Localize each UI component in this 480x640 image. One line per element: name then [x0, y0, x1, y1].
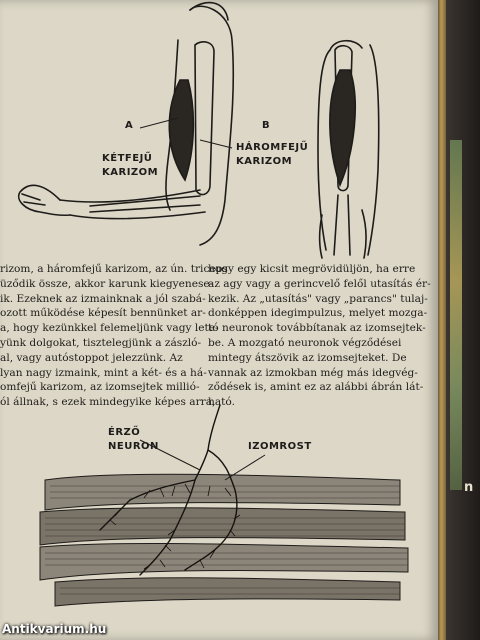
label-haromfeju: HÁROMFEJŰ	[236, 142, 309, 153]
text-line: üződik össze, akkor karunk kiegyenese-	[0, 277, 214, 290]
text-line: hogy egy kicsit megrövidüljön, ha erre	[208, 263, 416, 275]
text-line: ik. Ezeknek az izmainknak a jól szabá-	[0, 292, 206, 305]
watermark: Antikvarium.hu	[2, 622, 107, 636]
text-line: ozott működése képesít bennünket ar-	[0, 307, 206, 320]
text-line: omfejű karizom, az izomsejtek millió-	[0, 381, 200, 394]
text-line: donképpen idegimpulzus, melyet mozga-	[208, 307, 428, 320]
book-spine	[438, 0, 446, 640]
label-karizom-right: KARIZOM	[236, 156, 293, 167]
text-line: mintegy átszövik az izomsejteket. De	[208, 351, 407, 364]
text-line: rizom, a háromfejű karizom, az ún. triceps	[0, 263, 228, 275]
text-line: az agy vagy a gerincvelő felől utasítás ér-	[208, 277, 431, 290]
label-karizom-left: KARIZOM	[102, 167, 159, 178]
label-neuron: NEURON	[108, 441, 159, 452]
text-line: vannak az izmokban még más idegvég-	[208, 366, 418, 379]
label-izomrost: IZOMROST	[248, 441, 312, 452]
text-line: ól állnak, s ezek mindegyike képes arra,	[0, 396, 216, 409]
text-line: ható.	[208, 396, 235, 409]
text-line: kezik. Az „utasítás" vagy „parancs" tulaj-	[208, 292, 428, 305]
edge-letter: n	[464, 480, 474, 495]
text-line: be. A mozgató neuronok végződései	[208, 336, 402, 349]
text-line: lyan nagy izmaink, mint a két- és a há-	[0, 366, 207, 379]
text-line: a, hogy kezünkkel felemeljünk vagy lete-	[0, 322, 219, 335]
label-ketfeju: KÉTFEJŰ	[102, 153, 153, 164]
text-line: yünk dolgokat, tisztelegjünk a zászló-	[0, 336, 202, 349]
label-erzo: ÉRZŐ	[108, 427, 141, 438]
text-line: al, vagy autóstoppot jelezzünk. Az	[0, 351, 183, 364]
figure-label-a: A	[125, 120, 134, 131]
text-line: ződések is, amint ez az alábbi ábrán lát-	[208, 381, 424, 394]
figure-label-b: B	[262, 120, 271, 131]
adjacent-book-strip	[450, 140, 462, 490]
text-line: tó neuronok továbbítanak az izomsejtek-	[208, 322, 426, 335]
